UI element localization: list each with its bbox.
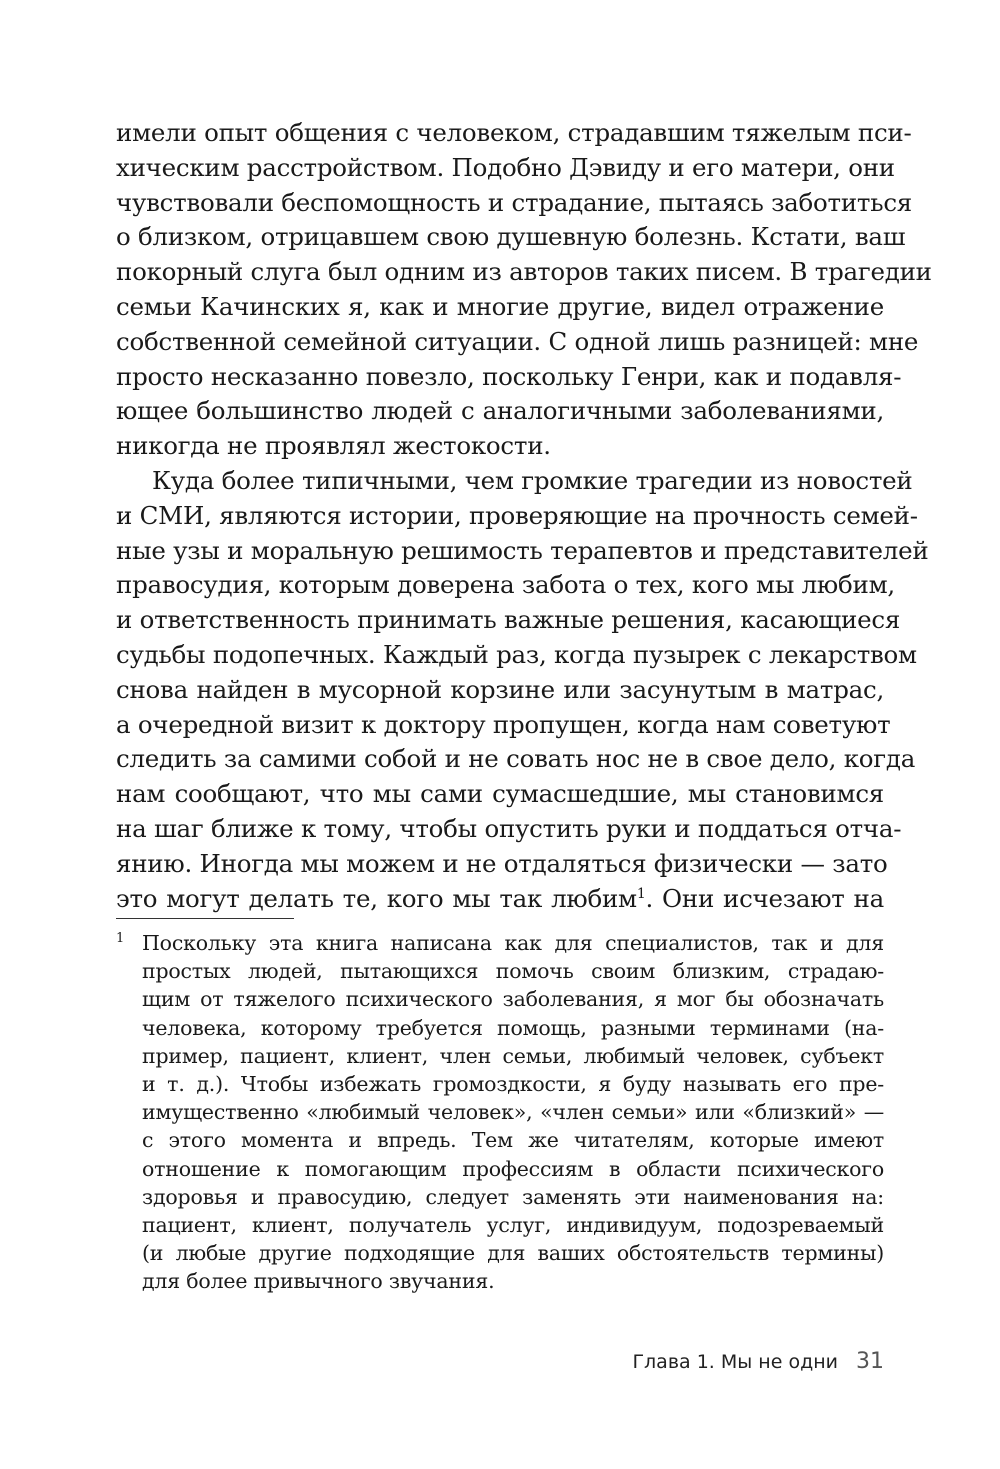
footnote-line: простых людей, пытающихся помочь своим близким, страдаю- bbox=[142, 959, 884, 984]
text-line: а очередной визит к доктору пропущен, когда нам советуют bbox=[116, 709, 891, 739]
paragraph-2 bbox=[116, 464, 929, 916]
text-line bbox=[116, 882, 884, 917]
footnote-line: для более привычного звучания. bbox=[142, 1269, 495, 1294]
paragraph-1 bbox=[116, 116, 932, 464]
text-line: никогда не проявлял жестокости. bbox=[116, 431, 551, 461]
footnote-line: человека, которому требуется помощь, разными терминами (на- bbox=[142, 1015, 884, 1040]
text-line: имели опыт общения с человеком, страдавшим тяжелым пси- bbox=[116, 118, 912, 147]
footnote bbox=[116, 929, 884, 1296]
footnote-line: (и любые другие подходящие для ваших обстоятельств термины) bbox=[142, 1241, 884, 1266]
footnote-line: Поскольку эта книга написана как для специалистов, так и для bbox=[142, 931, 884, 955]
text-line: следить за самими собой и не совать нос не в свое дело, когда bbox=[116, 744, 916, 774]
footnote-line: отношение к помогающим профессиям в области психического bbox=[142, 1156, 884, 1181]
footnote-reference[interactable]: 1 bbox=[636, 885, 646, 902]
footnote-line: пациент, клиент, получатель услуг, индивидуум, подозреваемый bbox=[142, 1213, 884, 1238]
text-line: покорный слуга был одним из авторов таких писем. В трагедии bbox=[116, 257, 932, 287]
text-line: чувствовали беспомощность и страдание, пытаясь заботиться bbox=[116, 187, 912, 217]
footnote-divider bbox=[116, 918, 294, 919]
footnote-line: здоровья и правосудию, следует заменять эти наименования на: bbox=[142, 1184, 884, 1209]
page-number: 31 bbox=[856, 1349, 884, 1374]
footnote-text bbox=[142, 929, 884, 1296]
footnote-line: щим от тяжелого психического заболевания, я мог бы обозначать bbox=[142, 987, 884, 1012]
text-line: и СМИ, являются истории, проверяющие на прочность семей- bbox=[116, 500, 918, 530]
text-line: снова найден в мусорной корзине или засунутым в матрас, bbox=[116, 674, 884, 704]
running-head: Глава 1. Мы не одни bbox=[632, 1351, 838, 1373]
footnote-line: с этого момента и впредь. Тем же читателям, которые имеют bbox=[142, 1128, 884, 1153]
text-line: судьбы подопечных. Каждый раз, когда пузырек с лекарством bbox=[116, 639, 917, 669]
main-text bbox=[116, 116, 932, 916]
footnote-line: пример, пациент, клиент, член семьи, любимый человек, субъект bbox=[142, 1043, 884, 1068]
text-fragment: это могут делать те, кого мы так любим bbox=[116, 883, 637, 913]
text-line: собственной семейной ситуации. С одной лишь разницей: мне bbox=[116, 326, 919, 356]
text-line: семьи Качинских я, как и многие другие, видел отражение bbox=[116, 291, 884, 321]
text-line: просто несказанно повезло, поскольку Генри, как и подавля- bbox=[116, 361, 902, 391]
text-line: янию. Иногда мы можем и не отдаляться физически — зато bbox=[116, 848, 888, 878]
text-fragment: . Они исчезают на bbox=[645, 883, 884, 913]
text-line: ющее большинство людей с аналогичными заболеваниями, bbox=[116, 396, 884, 426]
footnote-line: имущественно «любимый человек», «член семьи» или «близкий» — bbox=[142, 1100, 884, 1125]
text-line: хическим расстройством. Подобно Дэвиду и его матери, они bbox=[116, 152, 895, 182]
footnote-line: и т. д.). Чтобы избежать громоздкости, я буду называть его пре- bbox=[142, 1072, 884, 1097]
footnote-number: 1 bbox=[116, 931, 125, 946]
text-line: нам сообщают, что мы сами сумасшедшие, мы становимся bbox=[116, 779, 884, 809]
text-line: Куда более типичными, чем громкие трагедии из новостей bbox=[152, 465, 913, 495]
text-line: ные узы и моральную решимость терапевтов и представителей bbox=[116, 535, 929, 565]
text-line: правосудия, которым доверена забота о тех, кого мы любим, bbox=[116, 570, 895, 600]
text-line: на шаг ближе к тому, чтобы опустить руки и поддаться отча- bbox=[116, 813, 902, 843]
text-line: о близком, отрицавшем свою душевную болезнь. Кстати, ваш bbox=[116, 222, 906, 252]
page-footer bbox=[632, 1349, 884, 1374]
text-line: и ответственность принимать важные решения, касающиеся bbox=[116, 605, 901, 635]
